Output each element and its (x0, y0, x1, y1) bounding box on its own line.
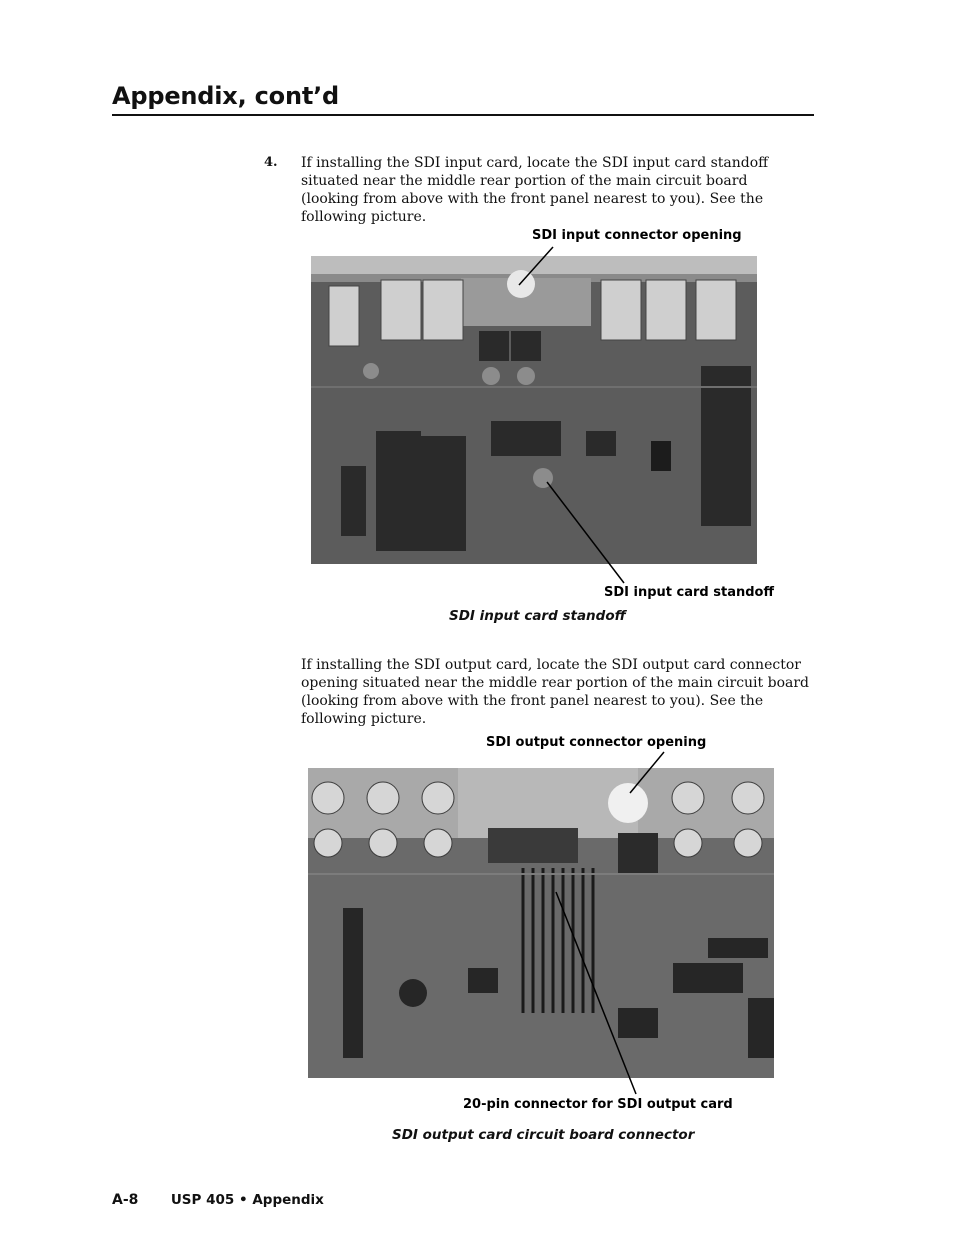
sdi-input-board-photo (311, 256, 757, 564)
step-number: 4. (264, 155, 278, 170)
page-number: A-8 (112, 1192, 139, 1208)
callout-sdi-input-card-standoff: SDI input card standoff (604, 585, 774, 600)
header-divider (112, 114, 814, 116)
step-4 (264, 154, 809, 226)
paragraph-sdi-output: If installing the SDI output card, locate the SDI output card connector opening situated near the middle rear portion of the main circuit board (looking from above with the front panel nearest to you). See the following picture. (301, 657, 809, 727)
callout-20-pin-connector: 20-pin connector for SDI output card (463, 1097, 733, 1112)
sdi-output-board-photo (308, 768, 774, 1078)
step-text: If installing the SDI input card, locate the SDI input card standoff situated near the middle rear portion of the main circuit board (looking from above with the front panel nearest to you). See the following picture. (301, 155, 769, 225)
page-footer (112, 1192, 324, 1208)
callout-sdi-input-connector-opening: SDI input connector opening (532, 228, 742, 243)
figure-caption-sdi-input: SDI input card standoff (449, 608, 626, 624)
footer-doc-title: USP 405 • Appendix (170, 1192, 324, 1208)
page-header-title: Appendix, cont’d (112, 82, 340, 110)
figure-caption-sdi-output: SDI output card circuit board connector (392, 1127, 695, 1143)
callout-sdi-output-connector-opening: SDI output connector opening (486, 735, 707, 750)
